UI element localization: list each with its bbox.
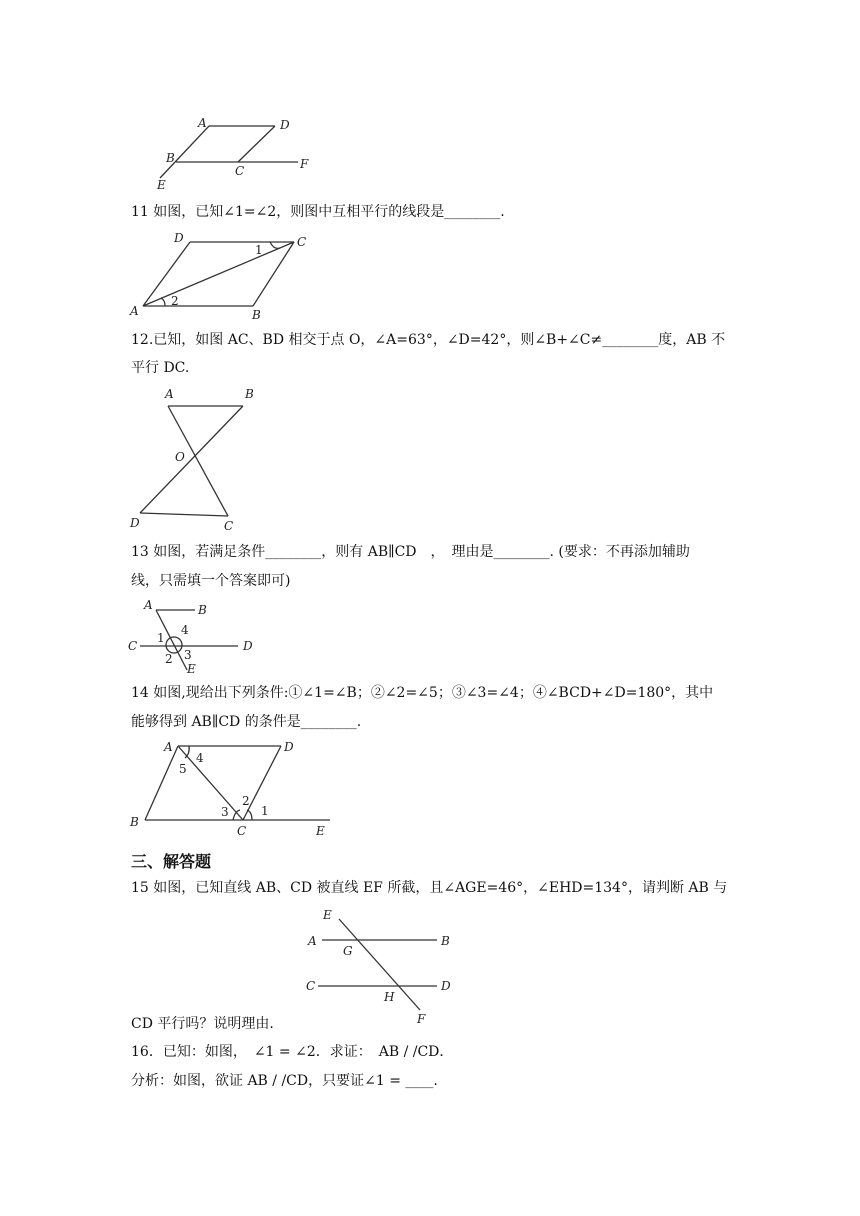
angle-3-label: 3	[184, 648, 192, 662]
question-14-line-2: 能够得到 AB∥CD 的条件是________.	[131, 714, 362, 730]
label-B: B	[130, 815, 139, 829]
figure-10-parallelogram	[0, 0, 860, 200]
figure-12-crossing-lines	[0, 380, 860, 540]
angle-2-label: 2	[242, 794, 250, 808]
figure-12-lines	[140, 406, 243, 516]
label-A: A	[198, 116, 207, 130]
label-A: A	[165, 387, 174, 401]
label-C: C	[224, 519, 234, 533]
angle-4-label: 4	[181, 623, 189, 637]
label-G: G	[343, 944, 353, 958]
label-O: O	[175, 450, 185, 464]
label-C: C	[237, 824, 247, 838]
label-B: B	[252, 308, 261, 322]
label-C: C	[306, 979, 316, 993]
label-F: F	[417, 1012, 426, 1026]
question-12-line-1: 12.已知，如图 AC、BD 相交于点 O，∠A=63°，∠D=42°，则∠B+∠C≠________度，AB 不	[131, 332, 726, 348]
label-A: A	[308, 934, 317, 948]
label-E: E	[157, 178, 166, 192]
question-13-line-2: 线，只需填一个答案即可)	[131, 573, 291, 589]
figure-13-transversal	[0, 595, 860, 680]
label-D: D	[243, 639, 253, 653]
label-H: H	[384, 990, 395, 1004]
label-E: E	[323, 908, 332, 922]
label-B: B	[441, 934, 450, 948]
figure-10-lines	[160, 126, 298, 178]
label-D: D	[280, 118, 290, 132]
label-C: C	[235, 164, 245, 178]
question-12-line-2: 平行 DC.	[131, 360, 190, 376]
angle-1-label: 1	[157, 631, 165, 645]
angle-1-label: 1	[255, 243, 263, 257]
label-D: D	[130, 516, 140, 530]
question-13-line-1: 13 如图，若满足条件________，则有 AB∥CD ， 理由是________. (要求：不再添加辅助	[131, 544, 690, 560]
label-A: A	[144, 598, 153, 612]
figure-14-parallelogram	[0, 735, 860, 845]
question-15-line-2: CD 平行吗？说明理由.	[131, 1016, 274, 1032]
label-C: C	[297, 235, 307, 249]
figure-15-transversal	[0, 900, 860, 1025]
question-16-line-2: 分析：如图，欲证 AB / /CD，只要证∠1 = ____.	[131, 1073, 438, 1089]
label-A: A	[130, 304, 139, 318]
label-D: D	[284, 740, 294, 754]
question-11: 11 如图，已知∠1=∠2，则图中互相平行的线段是________.	[131, 204, 505, 220]
figure-14-lines	[145, 746, 330, 820]
angle-3-label: 3	[221, 805, 229, 819]
label-A: A	[164, 740, 173, 754]
figure-11-lines	[143, 242, 294, 306]
label-B: B	[166, 151, 175, 165]
angle-2-label: 2	[171, 294, 179, 308]
label-C: C	[128, 639, 138, 653]
question-15-line-1: 15 如图，已知直线 AB、CD 被直线 EF 所截，且∠AGE=46°，∠EHD=134°，请判断 AB 与	[131, 880, 728, 896]
question-16-line-1: 16．已知：如图， ∠1 = ∠2．求证： AB / /CD．	[131, 1044, 454, 1060]
angle-2-label: 2	[165, 652, 173, 666]
label-F: F	[300, 157, 309, 171]
label-D: D	[441, 979, 451, 993]
angle-1-label: 1	[261, 804, 269, 818]
label-E: E	[187, 662, 196, 676]
question-14-line-1: 14 如图,现给出下列条件:①∠1=∠B；②∠2=∠5；③∠3=∠4；④∠BCD+∠D=180°，其中	[131, 685, 714, 701]
section-heading: 三、解答题	[131, 852, 212, 871]
figure-15-lines	[318, 919, 437, 1010]
label-D: D	[174, 231, 184, 245]
figure-11-parallelogram	[0, 225, 860, 325]
angle-5-label: 5	[179, 762, 187, 776]
label-E: E	[316, 824, 325, 838]
label-B: B	[245, 387, 254, 401]
angle-4-label: 4	[196, 751, 204, 765]
label-B: B	[198, 603, 207, 617]
